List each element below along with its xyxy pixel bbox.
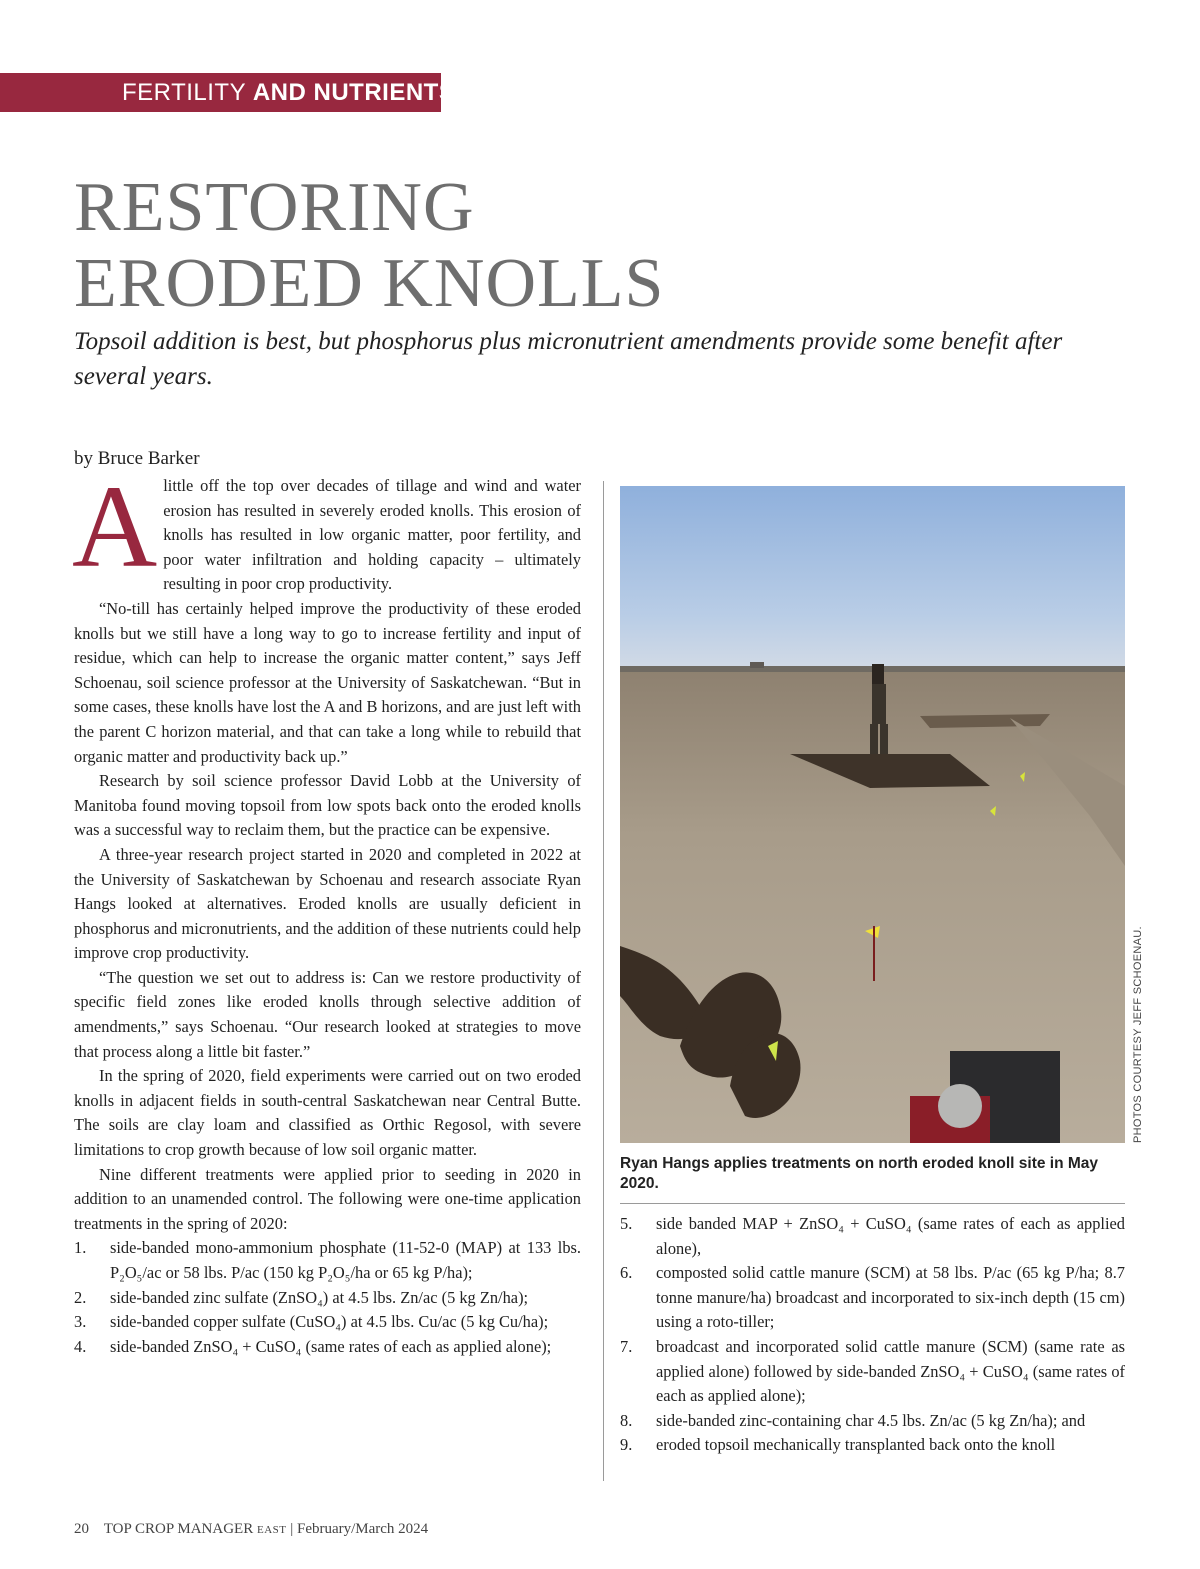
treatment-text: side-banded ZnSO₄ + CuSO₄ (same rates of each as applied alone); [110,1336,552,1356]
treatment-text: composted solid cattle manure (SCM) at 58 lbs. P/ac (65 kg P/ha; 8.7 tonne manure/ha) broadcast and incorporated to six-inch depth (15 cm) using a roto-tiller; [656,1263,1125,1332]
body-paragraph: A three-year research project started in 2020 and completed in 2022 at the University of Saskatchewan by Schoenau and research associate Ryan Hangs looked at alternatives. Eroded knolls are usually deficient in phosphorus and micronutrients, and the addition of these nutrients could help improve crop productivity. [74,844,581,963]
page-number: 20 [74,1521,89,1537]
treatment-number: 8. [620,1410,633,1430]
body-paragraph: Research by soil science professor David Lobb at the University of Manitoba found moving topsoil from low spots back onto the eroded knolls was a successful way to reclaim them, but the practice can be expensive. [74,771,581,840]
body-paragraph: Nine different treatments were applied prior to seeding in 2020 in addition to an unamended control. The following were one-time application treatments in the spring of 2020: [74,1164,581,1233]
treatment-item [620,1433,1125,1458]
treatment-number: 9. [620,1435,633,1455]
section-banner [0,73,456,112]
title-line-2: ERODED KNOLLS [74,245,665,322]
section-label-bold: AND NUTRIENTS [252,79,456,106]
photo-credit: PHOTOS COURTESY JEFF SCHOENAU. [1132,926,1144,1143]
treatment-list-right [620,1212,1125,1458]
treatment-number: 6. [620,1263,633,1283]
body-paragraph: “The question we set out to address is: Can we restore productivity of specific field zones like eroded knolls through selective addition of amendments,” says Schoenau. “Our research looked at strategies to move that process along a little bit faster.” [74,967,581,1061]
treatment-item [74,1286,581,1311]
treatment-list-left [74,1236,581,1359]
treatment-number: 1. [74,1238,87,1258]
treatment-text: side-banded mono-ammonium phosphate (11-52-0 (MAP) at 133 lbs. P₂O₅/ac or 58 lbs. P/ac (150 kg P₂O₅/ha or 65 kg P/ha); [110,1238,581,1282]
treatment-number: 3. [74,1312,87,1332]
treatment-item [620,1261,1125,1335]
treatment-number: 7. [620,1336,633,1356]
treatment-text: side banded MAP + ZnSO₄ + CuSO₄ (same rates of each as applied alone), [656,1214,1125,1258]
treatment-text: broadcast and incorporated solid cattle manure (SCM) (same rate as applied alone) followed by side-banded ZnSO₄ + CuSO₄ (same rates of each as applied alone); [656,1336,1125,1406]
treatment-text: side-banded copper sulfate (CuSO₄) at 4.5 lbs. Cu/ac (5 kg Cu/ha); [110,1312,549,1332]
section-label-light: FERTILITY [122,79,246,106]
treatment-number: 4. [74,1336,87,1356]
article-subtitle: Topsoil addition is best, but phosphorus plus micronutrient amendments provide some benefit after several years. [74,328,1063,390]
treatment-item [74,1310,581,1335]
treatment-number: 5. [620,1214,633,1233]
magazine-name: TOP CROP MANAGER [103,1521,254,1537]
treatment-item [74,1335,581,1360]
caption-divider [620,1203,1125,1204]
body-paragraph: In the spring of 2020, field experiments were carried out on two eroded knolls in adjacent fields in south-central Saskatchewan near Central Butte. The soils are clay loam and classified as Orthic Regosol, with severe limitations to crop growth because of low soil organic matter. [74,1066,581,1160]
field-photo [620,486,1125,1143]
treatment-text: eroded topsoil mechanically transplanted back onto the knoll [656,1435,1056,1455]
intro-text: little off the top over decades of tillage and wind and water erosion has resulted in severely eroded knolls. This erosion of knolls has resulted in low organic matter, poor fertility, and poor water infiltration and holding capacity – ultimately resulting in poor crop productivity. [163,476,581,594]
issue-date: | February/March 2024 [290,1521,429,1537]
photo-caption: Ryan Hangs applies treatments on north eroded knoll site in May 2020. [620,1155,1099,1192]
body-paragraph: “No-till has certainly helped improve the productivity of these eroded knolls but we still have a long way to go to increase fertility and input of residue, which can help to increase the organic matter content,” says Jeff Schoenau, soil science professor at the University of Saskatchewan. “But in some cases, these knolls have lost the A and B horizons, and are just left with the parent C horizon material, and that can take a long while to rebuild that organic matter and productivity back up.” [74,598,581,766]
treatment-text: side-banded zinc sulfate (ZnSO₄) at 4.5 lbs. Zn/ac (5 kg Zn/ha); [110,1287,529,1307]
intro-paragraph [72,461,581,597]
article-title [74,170,664,322]
page-footer [74,1521,428,1538]
treatment-item [620,1409,1125,1434]
treatment-item [620,1212,1125,1261]
treatment-item [74,1236,581,1285]
byline: by Bruce Barker [74,448,200,469]
treatment-number: 2. [74,1287,87,1307]
treatment-item [620,1335,1125,1409]
column-divider [603,481,604,1481]
treatment-text: side-banded zinc-containing char 4.5 lbs. Zn/ac (5 kg Zn/ha); and [656,1410,1086,1430]
magazine-edition: EAST [256,1524,287,1536]
article-body-right [620,1212,1125,1458]
drop-cap: A [72,461,158,592]
title-line-1: RESTORING [74,169,475,246]
article-body-left [72,461,581,1359]
